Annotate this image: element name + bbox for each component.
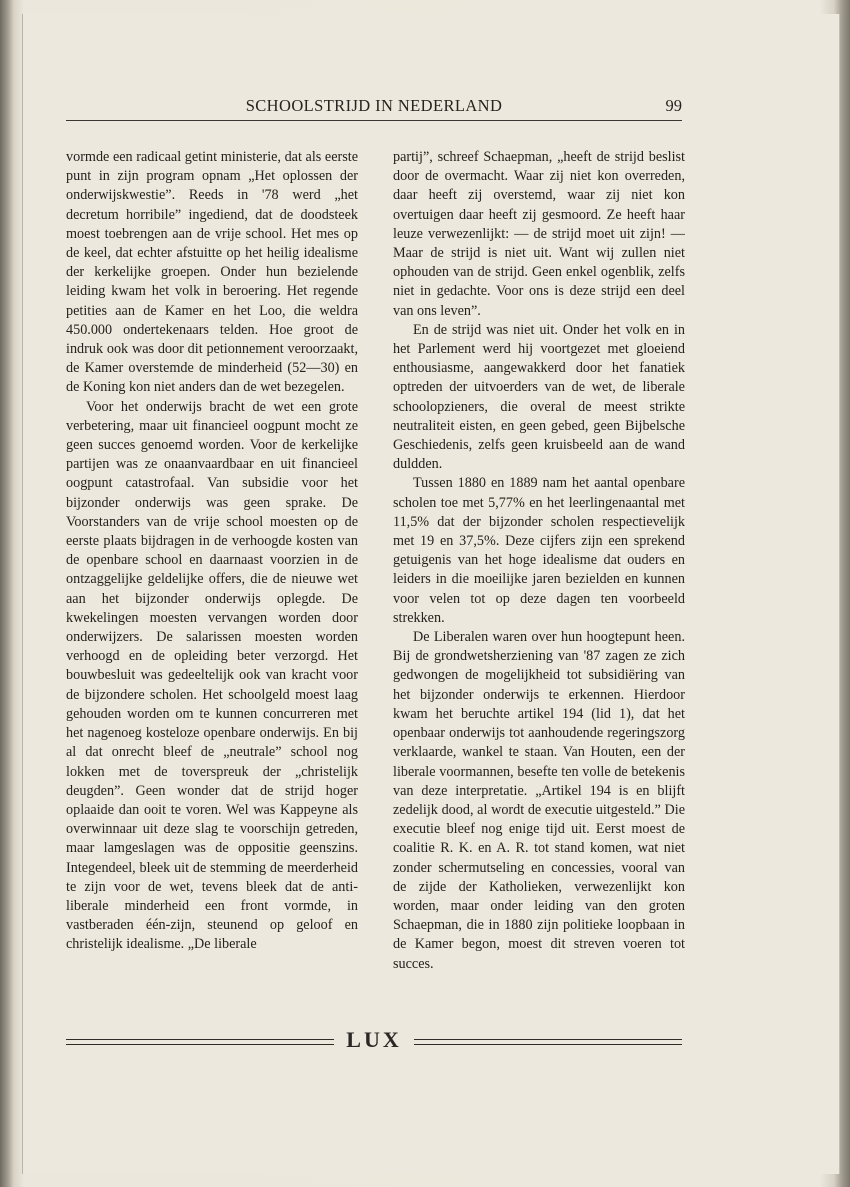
paragraph: Voor het onderwijs bracht de wet een grote verbetering, maar uit financieel oogpunt mocht ze geen succes genoemd worden. Voor de kerkelijke partijen was ze onaanvaardbaar en uit financieel oogpunt catastrofaal. Van subsidie voor het bijzonder onderwijs was geen sprake. De Voorstanders van de vrije school moesten op de eerste plaats bijdragen in de verhoogde kosten van de openbare school en daarnaast voorzien in de ontzaggelijke geldelijke offers, die de nieuwe wet aan het bijzonder onderwijs oplegde. De kwekelingen moesten vervangen worden door onderwijzers. De salarissen moesten worden verhoogd en de opleiding beter verzorgd. Het bouwbesluit was gedeeltelijk ook van kracht voor de bijzondere scholen. Het schoolgeld moest laag gehouden worden om te kunnen concurreren met het nagenoeg kosteloze openbare onderwijs. En bij al dat onrecht bleef de „neutrale” school nog lokken met de toverspreuk der „christelijk deugden”. Geen wonder dat de strijd hoger oplaaide dan ooit te voren. Wel was Kappeyne als overwinnaar uit deze slag te voorschijn getreden, maar lamgeslagen was de oppositie geenszins. Integendeel, bleek uit de stemming de meerderheid te zijn voor de wet, tevens bleek dat de anti-liberale minderheid een front vormde, in vastberaden één-zijn, steunend op geloof en christelijk idealisme. „De liberale — [66, 398, 358, 953]
footer-rule-left — [66, 1039, 334, 1045]
left-column — [66, 148, 358, 955]
running-header — [66, 96, 682, 130]
header-rule — [66, 120, 682, 121]
paragraph: En de strijd was niet uit. Onder het volk en in het Parlement werd hij voortgezet met gloeiend enthousiasme, aangewakkerd door het fanatiek optreden der uitvoerders van de wet, de liberale schoolopzieners, die overal de meest strikte neutraliteit eisten, en geen gebed, geen Bijbelsche Geschiedenis, zelfs geen kruisbeeld aan de wand duldden. — [393, 321, 685, 473]
right-column — [393, 148, 685, 974]
paragraph: Tussen 1880 en 1889 nam het aantal openbare scholen toe met 5,77% en het leerlingenaantal met 11,5% dat der bijzonder scholen respectievelijk met 19 en 37,5%. Deze cijfers zijn een sprekend getuigenis van het hoge idealisme dat ouders en leiders in die moeilijke jaren bezielden en kunnen voor velen tot op deze dagen ten voorbeeld strekken. — [393, 475, 685, 626]
page-number: 99 — [665, 96, 682, 115]
running-title: SCHOOLSTRIJD IN NEDERLAND — [245, 96, 503, 115]
paragraph: vormde een radicaal getint ministerie, dat als eerste punt in zijn program opnam „Het oplossen der onderwijskwestie”. Reeds in '78 werd „het decretum horribile” ingediend, dat de doodsteek moest toebrengen aan de vrije school. Het mes op de keel, dat echter afstuitte op het heilig idealisme der kerkelijke groepen. Onder hun bezielende leiding kwam het volk in beroering. Het regende petities aan de Kamer en het Loo, die weldra 450.000 ondertekenaars telden. Hoe groot de indruk ook was door dit petionnement veroorzaakt, de Kamer overstemde de minderheid (52—30) en de Koning kon niet anders dan de wet bezegelen. — [66, 149, 358, 396]
footer-rule-right — [414, 1039, 682, 1045]
footer-ornament — [66, 1027, 682, 1058]
paragraph: De Liberalen waren over hun hoogtepunt heen. Bij de grondwetsherziening van '87 zagen ze zich gedwongen de mogelijkheid tot subsidiëring van het bijzonder onderwijs te erkennen. Hierdoor kwam het beruchte artikel 194 (lid 1), dat het openbaar onderwijs tot aanhoudende regeringszorg verklaarde, wankel te staan. Van Houten, een der liberale voormannen, besefte ten volle de betekenis van deze interpretatie. „Artikel 194 is en blijft zedelijk dood, al wordt de executie uitgesteld.” Die executie bleef nog enige tijd uit. Eerst moest de coalitie R. K. en A. R. tot stand komen, wat niet zonder schermutseling en concessies, vooral van de zijde der Katholieken, verwezenlijkt kon worden, maar onder leiding van den groten Schaepman, die in 1880 zijn politieke loopbaan in de Kamer begon, moest dit streven voeren tot succes. — [393, 629, 685, 972]
lux-emblem: LUX — [346, 1027, 402, 1052]
paragraph: partij”, schreef Schaepman, „heeft de strijd beslist door de overmacht. Waar zij niet kon overreden, daar heeft zij overstemd, waar zij niet kon overtuigen daar heeft zij gesmoord. Ze heeft haar leuze verwezenlijkt: — de strijd moet uit zijn! — Maar de strijd is niet uit. Want wij zullen niet ophouden van de strijd. Geen enkel ogenblik, zelfs niet in gedachte. Voor ons is deze strijd een deel van ons leven”. — [393, 149, 685, 319]
